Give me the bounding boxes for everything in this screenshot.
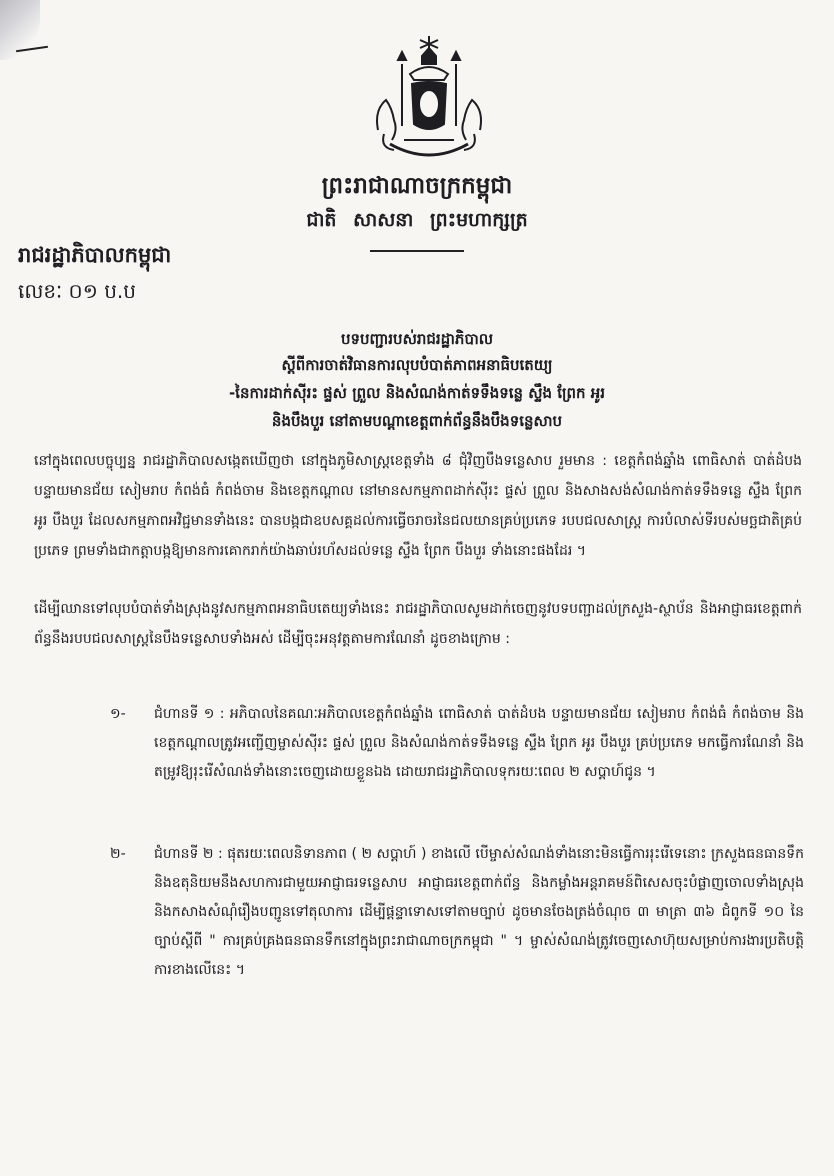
title-line-1: បទបញ្ជារបស់រាជរដ្ឋាភិបាល [340,330,494,348]
title-line-2: ស្តីពីការចាត់វិធានការលុបបំបាត់ភាពអនាធិបតេយ្យ [281,356,553,374]
title-line-3: -នៃការដាក់ស៊ីរះ ផ្ទស់ ព្រួល និងសំណង់កាត់ទទឹងទន្លេ ស្ទឹង ព្រែក អូរ [228,384,606,402]
paragraph-directive: ដើម្បីឈានទៅលុបបំបាត់ទាំងស្រុងនូវសកម្មភាពអនាធិបតេយ្យទាំងនេះ រាជរដ្ឋាភិបាលសូមដាក់ចេញនូវបទបញ្ជាដល់ក្រសួង-ស្ថាប័ន និងអាជ្ញាធរខេត្តពាក់ព័ន្ធនឹងរបបជលសាស្ត្រនៃបឹងទន្លេសាបទាំងអស់ ដើម្បីចុះអនុវត្តតាមការណែនាំ ដូចខាងក្រោម : [34,601,802,647]
divider [370,250,464,252]
national-motto: ជាតិ សាសនា ព្រះមហាក្សត្រ [306,209,528,231]
issuing-government: រាជរដ្ឋាភិបាលកម្ពុជា [18,243,172,267]
list-item-text: ជំហានទី ២ : ផុតរយៈពេលនិទានភាព ( ២ សប្តាហ៍ ) ខាងលើ បើម្ចាស់សំណង់ទាំងនោះមិនធ្វើការរុះរើទេនោះ ក្រសួងធនធានទឹក និងឧតុនិយមនឹងសហការជាមួយអាជ្ញាធរទន្លេសាប អាជ្ញាធរខេត្តពាក់ព័ន្ធ និងកម្លាំងអន្តរាគមន៍ពិសេសចុះបំផ្លាញចោលទាំងស្រុង និងកសាងសំណុំរឿងបញ្ជូនទៅតុលាការ ដើម្បីផ្តន្ទាទោសទៅតាមច្បាប់ ដូចមានចែងត្រង់ចំណុច ៣ មាត្រា ៣៦ ជំពូកទី ១០ នៃ ច្បាប់ស្តីពី " ការគ្រប់គ្រងធនធានទឹកនៅក្នុងព្រះរាជាណាចក្រកម្ពុជា " ។ ម្ចាស់សំណង់ត្រូវចេញសោហ៊ុយសម្រាប់ការងារប្រតិបត្តិការខាងលើនេះ ។ [154,846,804,978]
document-number: លេខៈ ០១ ប.ប [18,279,136,303]
kingdom-heading: ព្រះរាជាណាចក្រកម្ពុជា [321,173,513,199]
list-item [110,700,804,787]
royal-arms-emblem [364,34,494,164]
title-line-4: និងបឹងបួរ នៅតាមបណ្តាខេត្តពាក់ព័ន្ធនឹងបឹងទន្លេសាប [271,412,563,430]
list-item-number: ២- [110,846,126,862]
paragraph-intro: នៅក្នុងពេលបច្ចុប្បន្ន រាជរដ្ឋាភិបាលសង្កេតឃើញថា នៅក្នុងភូមិសាស្ត្រខេត្តទាំង ៨ ជុំវិញបឹងទន្លេសាប រួមមាន : ខេត្តកំពង់ឆ្នាំង ពោធិសាត់ បាត់ដំបង បន្ទាយមានជ័យ សៀមរាប កំពង់ធំ កំពង់ចាម និងខេត្តកណ្តាល នៅមានសកម្មភាពដាក់ស៊ីរះ ផ្ទស់ ព្រួល និងសាងសង់សំណង់កាត់ទទឹងទន្លេ ស្ទឹង ព្រែក អូរ បឹងបួរ ដែលសកម្មភាពអវិជ្ជមានទាំងនេះ បានបង្កជាឧបសគ្គដល់ការធ្វើចរាចរនៃជលយានគ្រប់ប្រភេទ របបជលសាស្ត្រ ការបំលាស់ទីរបស់មច្ឆជាតិគ្រប់ប្រភេទ ព្រមទាំងជាកត្តាបង្កឱ្យមានការគោករាក់យ៉ាងឆាប់រហ័សដល់ទន្លេ ស្ទឹង ព្រែក បឹងបួរ ទាំងនោះផងដែរ ។ [34,453,802,559]
list-item-text: ជំហានទី ១ : អភិបាលនៃគណៈអភិបាលខេត្តកំពង់ឆ្នាំង ពោធិសាត់ បាត់ដំបង បន្ទាយមានជ័យ សៀមរាប កំពង់ធំ កំពង់ចាម និងខេត្តកណ្តាលត្រូវអញ្ជើញម្ចាស់ស៊ីរះ ផ្ទស់ ព្រួល និងសំណង់កាត់ទទឹងទន្លេ ស្ទឹង ព្រែក អូរ បឹងបួរ គ្រប់ប្រភេទ មកធ្វើការណែនាំ និងតម្រូវឱ្យរុះរើសំណង់ទាំងនោះចេញដោយខ្លួនឯង ដោយរាជរដ្ឋាភិបាលទុករយៈពេល ២ សប្តាហ៍ជូន ។ [154,706,804,780]
list-item [110,840,804,985]
list-item-number: ១- [110,706,126,722]
